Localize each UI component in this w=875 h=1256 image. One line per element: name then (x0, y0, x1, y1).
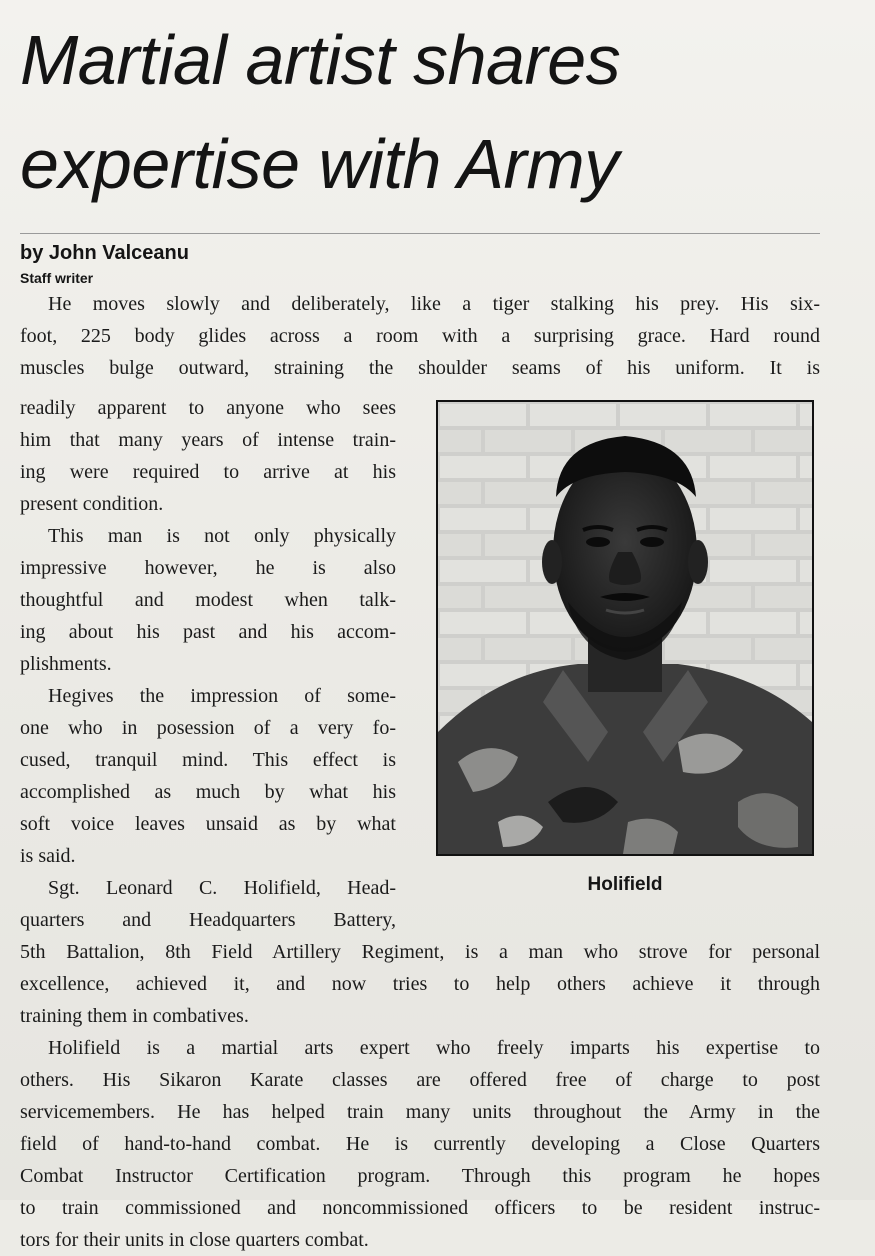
body-line: plishments. (20, 653, 112, 675)
body-line: is said. (20, 845, 76, 867)
headline-line-2: expertise with Army (20, 125, 619, 203)
divider (20, 233, 820, 234)
body-line: to train commissioned and noncommissioned officers to be resident instruc- (20, 1197, 820, 1219)
body-line: quarters and Headquarters Battery, (20, 909, 396, 931)
body-line: He moves slowly and deliberately, like a tiger stalking his prey. His six- (48, 293, 820, 315)
body-line: Holifield is a martial arts expert who freely imparts his expertise to (48, 1037, 820, 1059)
body-line: servicemembers. He has helped train many units throughout the Army in the (20, 1101, 820, 1123)
body-line: 5th Battalion, 8th Field Artillery Regiment, is a man who strove for personal (20, 941, 820, 963)
body-line: one who in posession of a very fo- (20, 717, 396, 739)
body-line: field of hand-to-hand combat. He is currently developing a Close Quarters (20, 1133, 820, 1155)
body-line: cused, tranquil mind. This effect is (20, 749, 396, 771)
body-line: present condition. (20, 493, 164, 515)
body-line: training them in combatives. (20, 1005, 249, 1027)
portrait-image (438, 402, 812, 854)
byline: by John Valceanu (20, 242, 189, 264)
headline-line-1: Martial artist shares (20, 21, 621, 99)
body-line: soft voice leaves unsaid as by what (20, 813, 396, 835)
body-line: excellence, achieved it, and now tries to help others achieve it through (20, 973, 820, 995)
body-line: readily apparent to anyone who sees (20, 397, 396, 419)
body-line: thoughtful and modest when talk- (20, 589, 396, 611)
photo-caption: Holifield (587, 874, 663, 895)
body-line: accomplished as much by what his (20, 781, 396, 803)
body-line: him that many years of intense train- (20, 429, 396, 451)
headline (20, 8, 850, 216)
body-line: muscles bulge outward, straining the shoulder seams of his uniform. It is (20, 357, 820, 379)
body-line: ing about his past and his accom- (20, 621, 396, 643)
body-line: ing were required to arrive at his (20, 461, 396, 483)
body-line: tors for their units in close quarters combat. (20, 1229, 369, 1251)
body-line: Sgt. Leonard C. Holifield, Head- (48, 877, 396, 899)
portrait-photo (436, 400, 814, 856)
body-line: others. His Sikaron Karate classes are offered free of charge to post (20, 1069, 820, 1091)
body-line: This man is not only physically (48, 525, 396, 547)
byline-role: Staff writer (20, 270, 94, 286)
body-line: impressive however, he is also (20, 557, 396, 579)
body-line: Combat Instructor Certification program. Through this program he hopes (20, 1165, 820, 1187)
body-line: Hegives the impression of some- (48, 685, 396, 707)
body-line: foot, 225 body glides across a room with a surprising grace. Hard round (20, 325, 820, 347)
